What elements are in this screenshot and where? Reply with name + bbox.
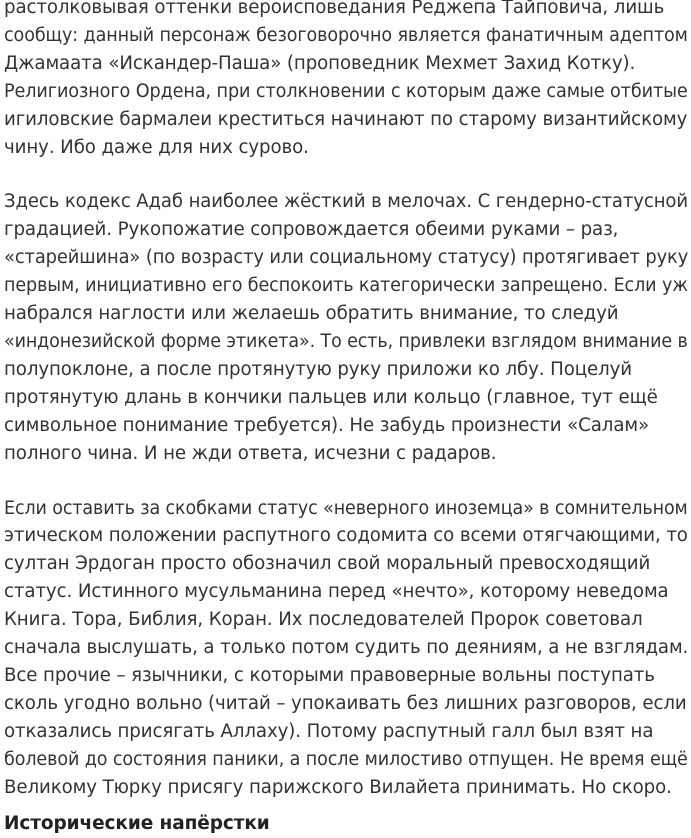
text-line: градацией. Рукопожатие сопровождается обеими руками – раз, xyxy=(4,219,619,241)
text-line: протянутую длань в кончики пальцев или кольцо (главное, тут ещё xyxy=(4,386,658,408)
text-line: растолковывая оттенки вероисповедания Реджепа Тайповича, лишь xyxy=(4,0,665,18)
text-line: полного чина. И не жди ответа, исчезни с радаров. xyxy=(4,442,497,464)
text-line: этическом положении распутного содомита со всеми отягчающими, то xyxy=(4,525,688,547)
text-line: «старейшина» (по возрасту или социальному статусу) протягивает руку xyxy=(4,247,689,269)
text-line: Здесь кодекс Адаб наиболее жёсткий в мелочах. С гендерно-статусной xyxy=(4,191,688,213)
text-line: султан Эрдоган просто обозначил свой моральный превосходящий xyxy=(4,553,651,575)
text-line: отказались присягать Аллаху). Потому распутный галл был взят на xyxy=(4,720,654,742)
article-paragraph-2 xyxy=(4,188,688,467)
text-line: символьное понимание требуется). Не забудь произнести «Салам» xyxy=(4,414,650,436)
text-line: Книга. Тора, Библия, Коран. Их последователей Пророк советовал xyxy=(4,609,643,631)
article-body xyxy=(4,0,688,828)
section-heading: Исторические напёрстки xyxy=(4,813,270,834)
text-line: сначала выслушать, а только потом судить по деяниям, а не взглядам. xyxy=(4,637,689,659)
text-line: сколь угодно вольно (читай – упокаивать без лишних разговоров, если xyxy=(4,692,687,714)
article-paragraph-3 xyxy=(4,495,688,802)
text-line: игиловские бармалеи креститься начинают по старому византийскому xyxy=(4,108,688,130)
text-line: «индонезийской форме этикета». То есть, привлеки взглядом внимание в xyxy=(4,330,688,352)
text-line: чину. Ибо даже для них сурово. xyxy=(4,136,309,158)
text-line: болевой до состояния паники, а после милостиво отпущен. Не время ещё xyxy=(4,748,688,770)
text-line: статус. Истинного мусульманина перед «нечто», которому неведома xyxy=(4,581,669,603)
text-line: набрался наглости или желаешь обратить внимание, то следуй xyxy=(4,303,619,325)
text-line: Религиозного Ордена, при столкновении с которым даже самые отбитые xyxy=(4,80,688,102)
text-line: Все прочие – язычники, с которыми правоверные вольны поступать xyxy=(4,664,655,686)
text-line: Джамаата «Искандер-Паша» (проповедник Мехмет Захид Котку). xyxy=(4,52,636,74)
text-line: Великому Тюрку присягу парижского Вилайета принимать. Но скоро. xyxy=(4,776,672,798)
text-line: Если оставить за скобками статус «неверного иноземца» в сомнительном xyxy=(4,497,688,519)
article-paragraph-1 xyxy=(4,0,688,161)
text-line: полупоклоне, а после протянутую руку приложи ко лбу. Поцелуй xyxy=(4,358,633,380)
text-line: первым, инициативно его беспокоить категорически запрещено. Если уж xyxy=(4,275,688,297)
text-line: сообщу: данный персонаж безоговорочно является фанатичным адептом xyxy=(4,24,688,46)
